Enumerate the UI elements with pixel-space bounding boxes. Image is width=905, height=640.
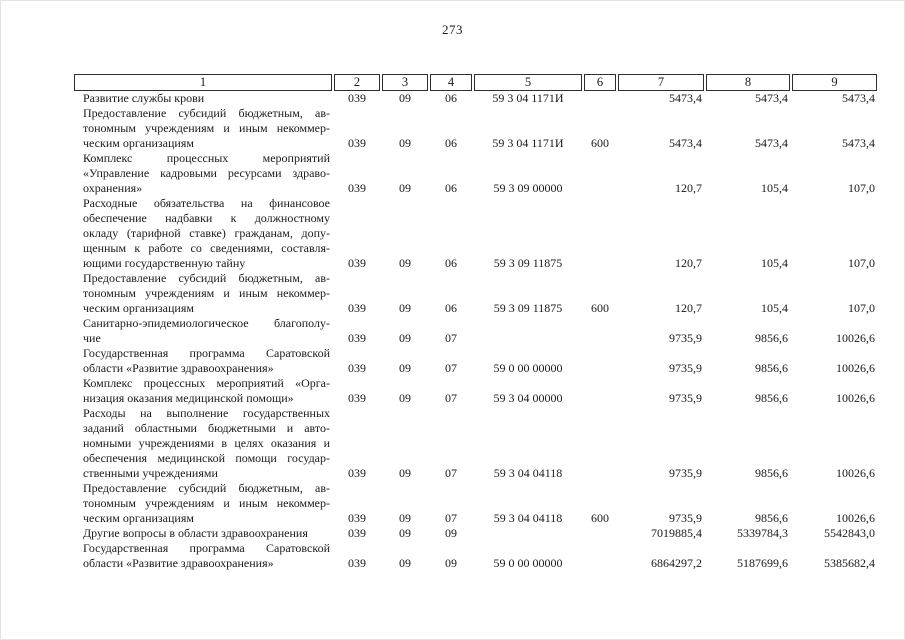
cell-col7: 120,7 xyxy=(675,301,702,315)
cell-col2: 039 xyxy=(348,181,366,195)
table-row xyxy=(74,316,877,346)
description-line: обеспечения медицинской помощи государ- xyxy=(83,451,330,465)
description-line: ческим организациям xyxy=(83,511,194,525)
description-line: заданий областными бюджетными и авто- xyxy=(83,421,330,435)
table-header xyxy=(74,74,877,91)
budget-table xyxy=(72,74,879,571)
cell-col3: 09 xyxy=(399,361,411,375)
cell-col8: 9856,6 xyxy=(755,361,788,375)
cell-col7: 9735,9 xyxy=(669,466,702,480)
cell-col3: 09 xyxy=(399,511,411,525)
cell-col7: 9735,9 xyxy=(669,331,702,345)
cell-col5: 59 3 04 1171И xyxy=(492,136,564,150)
cell-col8: 9856,6 xyxy=(755,331,788,345)
cell-col7: 9735,9 xyxy=(669,361,702,375)
description-line: области «Развитие здравоохранения» xyxy=(83,361,274,375)
description-line: чие xyxy=(83,331,101,345)
cell-col4: 06 xyxy=(445,181,457,195)
cell-description xyxy=(74,106,332,151)
cell-col5: 59 0 00 00000 xyxy=(493,361,563,375)
cell-col3: 09 xyxy=(399,556,411,570)
cell-col5 xyxy=(474,526,582,541)
cell-col5: 59 3 09 11875 xyxy=(493,256,563,270)
description-line: низация оказания медицинской помощи» xyxy=(83,391,294,405)
cell-description xyxy=(74,376,332,406)
description-line: щенным к работе со сведениями, составля- xyxy=(83,241,330,255)
cell-col4: 07 xyxy=(445,361,457,375)
cell-col9: 5542843,0 xyxy=(824,526,875,540)
header-col-4: 4 xyxy=(430,74,472,91)
description-line: Предоставление субсидий бюджетным, ав- xyxy=(83,481,330,495)
cell-description xyxy=(74,526,332,541)
cell-col4: 07 xyxy=(445,466,457,480)
cell-col7: 120,7 xyxy=(675,181,702,195)
cell-col9: 5385682,4 xyxy=(824,556,875,570)
description-line: Расходы на выполнение государственных xyxy=(83,406,330,420)
cell-col4: 09 xyxy=(445,556,457,570)
table-row xyxy=(74,151,877,196)
cell-col2: 039 xyxy=(348,466,366,480)
cell-description xyxy=(74,316,332,346)
table-row xyxy=(74,526,877,541)
cell-col3: 09 xyxy=(399,301,411,315)
cell-col4: 06 xyxy=(445,136,457,150)
header-col-2: 2 xyxy=(334,74,380,91)
cell-col8: 5339784,3 xyxy=(737,526,788,540)
cell-col8: 5473,4 xyxy=(755,136,788,150)
cell-col5: 59 3 04 1171И xyxy=(492,91,564,105)
cell-col3: 09 xyxy=(399,181,411,195)
cell-col6: 600 xyxy=(591,511,609,525)
cell-description xyxy=(74,91,332,106)
description-line: Санитарно-эпидемиологическое благополу- xyxy=(83,316,330,330)
header-col-5: 5 xyxy=(474,74,582,91)
cell-col7: 5473,4 xyxy=(669,136,702,150)
cell-col6 xyxy=(584,541,616,571)
cell-col8: 9856,6 xyxy=(755,391,788,405)
description-line: ственными учреждениями xyxy=(83,466,218,480)
cell-col5: 59 3 09 00000 xyxy=(493,181,563,195)
cell-description xyxy=(74,541,332,571)
cell-description xyxy=(74,196,332,271)
cell-col9: 107,0 xyxy=(848,256,875,270)
table-row xyxy=(74,271,877,316)
description-line: номными учреждениями в целях оказания и xyxy=(83,436,330,450)
description-line: Предоставление субсидий бюджетным, ав- xyxy=(83,271,330,285)
description-line: ческим организациям xyxy=(83,136,194,150)
header-col-8: 8 xyxy=(706,74,790,91)
table-row xyxy=(74,481,877,526)
cell-col5: 59 3 09 11875 xyxy=(493,301,563,315)
cell-col2: 039 xyxy=(348,391,366,405)
cell-col3: 09 xyxy=(399,91,411,105)
cell-col8: 5473,4 xyxy=(755,91,788,105)
cell-col6: 600 xyxy=(591,136,609,150)
cell-col7: 6864297,2 xyxy=(651,556,702,570)
cell-col8: 105,4 xyxy=(761,256,788,270)
table-row xyxy=(74,106,877,151)
cell-col4: 07 xyxy=(445,331,457,345)
description-line: охранения» xyxy=(83,181,143,195)
cell-col9: 107,0 xyxy=(848,181,875,195)
cell-col8: 105,4 xyxy=(761,301,788,315)
cell-col5: 59 3 04 04118 xyxy=(493,511,563,525)
description-line: Расходные обязательства на финансовое xyxy=(83,196,330,210)
description-line: тономным учреждениям и иным некоммер- xyxy=(83,121,330,135)
cell-col4: 07 xyxy=(445,391,457,405)
cell-col5 xyxy=(474,316,582,346)
header-col-3: 3 xyxy=(382,74,428,91)
cell-col5: 59 3 04 00000 xyxy=(493,391,563,405)
cell-col2: 039 xyxy=(348,136,366,150)
table-row xyxy=(74,346,877,376)
cell-col9: 10026,6 xyxy=(836,466,875,480)
cell-col7: 9735,9 xyxy=(669,391,702,405)
page-number: 273 xyxy=(442,22,463,37)
description-line: Государственная программа Саратовской xyxy=(83,346,330,360)
cell-description xyxy=(74,271,332,316)
description-line: Развитие службы крови xyxy=(83,91,205,105)
cell-col6 xyxy=(584,526,616,541)
description-line: Предоставление субсидий бюджетным, ав- xyxy=(83,106,330,120)
cell-col7: 5473,4 xyxy=(669,91,702,105)
cell-description xyxy=(74,406,332,481)
table-row xyxy=(74,196,877,271)
cell-col7: 120,7 xyxy=(675,256,702,270)
description-line: ческим организациям xyxy=(83,301,194,315)
cell-col2: 039 xyxy=(348,526,366,540)
description-line: области «Развитие здравоохранения» xyxy=(83,556,274,570)
cell-col2: 039 xyxy=(348,556,366,570)
cell-description xyxy=(74,346,332,376)
cell-col8: 105,4 xyxy=(761,181,788,195)
cell-col6 xyxy=(584,406,616,481)
cell-col3: 09 xyxy=(399,526,411,540)
description-line: Государственная программа Саратовской xyxy=(83,541,330,555)
cell-col9: 10026,6 xyxy=(836,361,875,375)
table-row xyxy=(74,91,877,106)
description-line: обеспечение надбавки к должностному xyxy=(83,211,330,225)
cell-col9: 107,0 xyxy=(848,301,875,315)
cell-col9: 10026,6 xyxy=(836,391,875,405)
cell-col2: 039 xyxy=(348,361,366,375)
description-line: «Управление кадровыми ресурсами здраво- xyxy=(83,166,330,180)
cell-col6 xyxy=(584,316,616,346)
header-col-9: 9 xyxy=(792,74,877,91)
description-line: Комплекс процессных мероприятий «Орга- xyxy=(83,376,330,390)
cell-col8: 9856,6 xyxy=(755,466,788,480)
table-row xyxy=(74,406,877,481)
cell-col2: 039 xyxy=(348,91,366,105)
cell-col3: 09 xyxy=(399,466,411,480)
cell-col2: 039 xyxy=(348,256,366,270)
cell-description xyxy=(74,151,332,196)
description-line: окладу (тарифной ставке) гражданам, допу- xyxy=(83,226,330,240)
cell-description xyxy=(74,481,332,526)
header-col-7: 7 xyxy=(618,74,704,91)
cell-col5: 59 0 00 00000 xyxy=(493,556,563,570)
cell-col6: 600 xyxy=(591,301,609,315)
cell-col5: 59 3 04 04118 xyxy=(493,466,563,480)
description-line: ющими государственную тайну xyxy=(83,256,246,270)
cell-col6 xyxy=(584,376,616,406)
cell-col4: 09 xyxy=(445,526,457,540)
cell-col9: 5473,4 xyxy=(842,91,875,105)
cell-col8: 5187699,6 xyxy=(737,556,788,570)
cell-col3: 09 xyxy=(399,136,411,150)
cell-col9: 10026,6 xyxy=(836,331,875,345)
cell-col6 xyxy=(584,196,616,271)
cell-col4: 06 xyxy=(445,256,457,270)
cell-col3: 09 xyxy=(399,331,411,345)
cell-col2: 039 xyxy=(348,511,366,525)
table-body xyxy=(74,91,877,571)
description-line: Другие вопросы в области здравоохранения xyxy=(83,526,308,540)
description-line: тономным учреждениям и иным некоммер- xyxy=(83,286,330,300)
description-line: тономным учреждениям и иным некоммер- xyxy=(83,496,330,510)
description-line: Комплекс процессных мероприятий xyxy=(83,151,330,165)
cell-col9: 10026,6 xyxy=(836,511,875,525)
header-col-1: 1 xyxy=(74,74,332,91)
table-row xyxy=(74,541,877,571)
table-header-row xyxy=(74,74,877,91)
cell-col7: 7019885,4 xyxy=(651,526,702,540)
cell-col6 xyxy=(584,151,616,196)
cell-col6 xyxy=(584,346,616,376)
cell-col6 xyxy=(584,91,616,106)
cell-col4: 06 xyxy=(445,91,457,105)
cell-col7: 9735,9 xyxy=(669,511,702,525)
cell-col4: 07 xyxy=(445,511,457,525)
cell-col3: 09 xyxy=(399,391,411,405)
cell-col2: 039 xyxy=(348,301,366,315)
cell-col3: 09 xyxy=(399,256,411,270)
cell-col2: 039 xyxy=(348,331,366,345)
cell-col4: 06 xyxy=(445,301,457,315)
table-row xyxy=(74,376,877,406)
header-col-6: 6 xyxy=(584,74,616,91)
cell-col8: 9856,6 xyxy=(755,511,788,525)
cell-col9: 5473,4 xyxy=(842,136,875,150)
